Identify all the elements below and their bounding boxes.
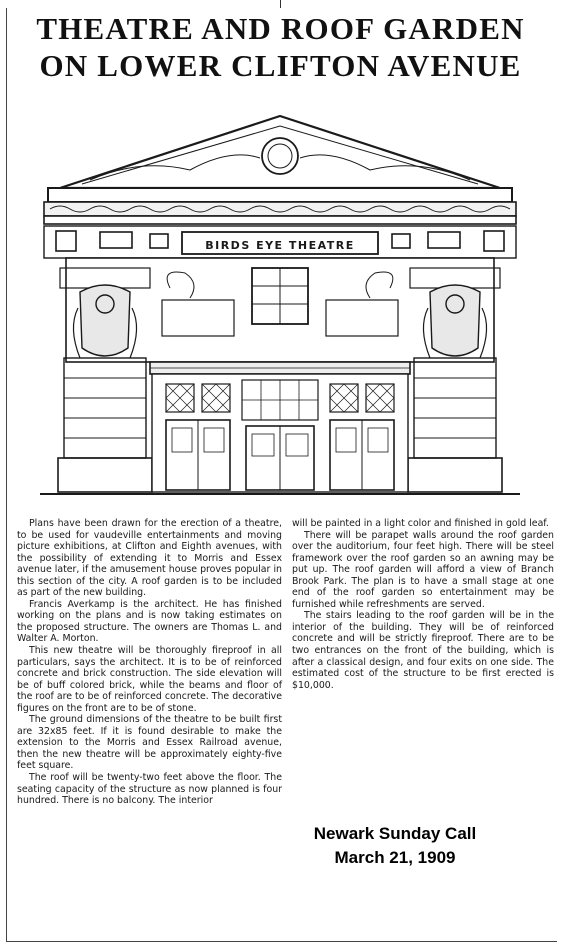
article-paragraph: Francis Averkamp is the architect. He has finished working on the plans and is now taking estimates on the proposed structure. The owners are Thomas L. and Walter A. Morton.: [17, 598, 282, 645]
article-paragraph: The stairs leading to the roof garden will be in the interior of the building. They will be of reinforced concrete and will be strictly fireproof. There are to be two entrances on the front of the building, which is after a classical design, and four exits on one side. The estimated cost of the structure to be first erected is $10,000.: [292, 610, 554, 691]
article-column-right: [292, 518, 554, 691]
article-paragraph: This new theatre will be thoroughly fireproof in all particulars, says the architect. It is to be of reinforced concrete and brick construction. The side elevation will be of buff colored brick, while the beams and floor of the roof are to be of reinforced concrete. The decorative figures on the front are to be of stone.: [17, 645, 282, 714]
source-paper-name: Newark Sunday Call: [313, 824, 477, 843]
source-caption: [290, 822, 500, 870]
headline-line-1: THEATRE AND ROOF GARDEN: [36, 11, 525, 46]
article-paragraph: will be painted in a light color and finished in gold leaf.: [292, 518, 549, 529]
article-paragraph: There will be parapet walls around the roof garden over the auditorium, four feet high. There will be steel framework over the roof garden so an awning may be put up. The roof garden will afford a view of Branch Brook Park. The plan is to have a small stage at one end of the roof garden so entertainment may be furnished while refreshments are served.: [292, 529, 554, 610]
theatre-sign-text: BIRDS EYE THEATRE: [205, 239, 355, 252]
article-paragraph: The roof will be twenty-two feet above the floor. The seating capacity of the structure as now planned is four hundred. There is no balcony. The interior: [17, 772, 282, 807]
headline-line-2: ON LOWER CLIFTON AVENUE: [39, 48, 522, 83]
theatre-facade-illustration: [20, 108, 540, 508]
fold-mark: [280, 0, 281, 8]
article-paragraph: Plans have been drawn for the erection of a theatre, to be used for vaudeville entertainments and moving picture exhibitions, at Clifton and Eighth avenues, with the possibility of extending it to Morris and Essex avenue later, if the amusement house proves popular in this section of the city. A roof garden is to be included as part of the new building.: [17, 518, 282, 599]
source-date: March 21, 1909: [334, 848, 456, 867]
headline: [0, 10, 561, 84]
article-paragraph: The ground dimensions of the theatre to be built first are 32x85 feet. If it is found desirable to make the extension to the Morris and Essex Railroad avenue, then the new theatre will be approximately eighty-five feet square.: [17, 714, 282, 772]
article-column-left: [17, 518, 282, 807]
